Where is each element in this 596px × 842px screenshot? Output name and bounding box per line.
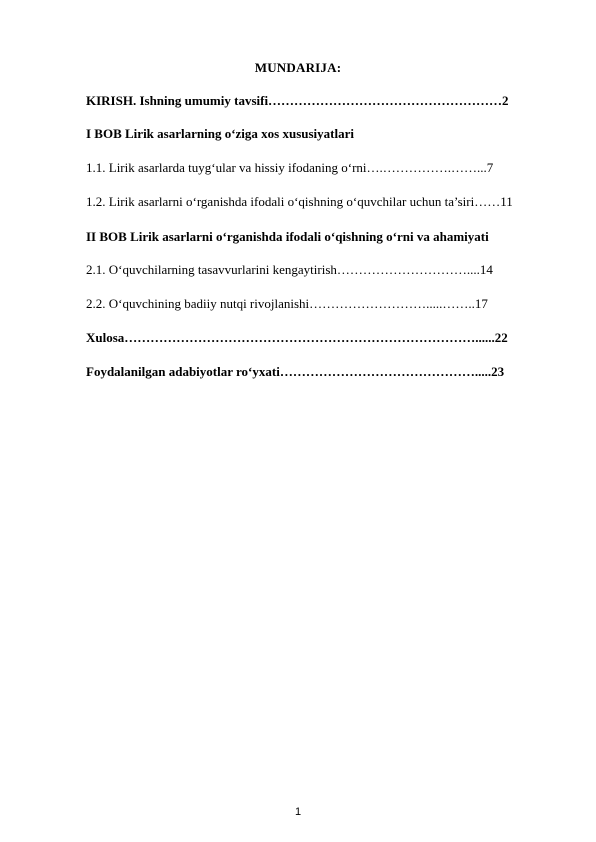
page-number: 1: [294, 806, 302, 818]
toc-entry-chapter-1[interactable]: I BOB Lirik asarlarning o‘ziga xos xususiyatlari: [86, 126, 354, 141]
toc-title: MUNDARIJA:: [254, 60, 342, 75]
toc-entry-adabiyotlar[interactable]: Foydalanilgan adabiyotlar ro‘yxati……………………………………….....23: [86, 364, 505, 379]
toc-entry-xulosa[interactable]: Xulosa………………………………………………………………………......22: [86, 330, 508, 345]
toc-entry-kirish[interactable]: KIRISH. Ishning umumiy tavsifi………………………………………………2: [86, 93, 509, 108]
toc-entry-chapter-2[interactable]: II BOB Lirik asarlarni o‘rganishda ifodali o‘qishning o‘rni va ahamiyati: [86, 229, 489, 244]
toc-entry-1-2[interactable]: 1.2. Lirik asarlarni o‘rganishda ifodali o‘qishning o‘quvchilar uchun ta’siri……11: [86, 194, 513, 209]
toc-entry-1-1[interactable]: 1.1. Lirik asarlarda tuyg‘ular va hissiy ifodaning o‘rni….…………….……...7: [86, 160, 494, 175]
toc-entry-2-1[interactable]: 2.1. O‘quvchilarning tasavvurlarini kengaytirish…………………………....14: [86, 262, 493, 277]
toc-entry-2-2[interactable]: 2.2. O‘quvchining badiiy nutqi rivojlanishi……………………….....……..17: [86, 296, 488, 311]
